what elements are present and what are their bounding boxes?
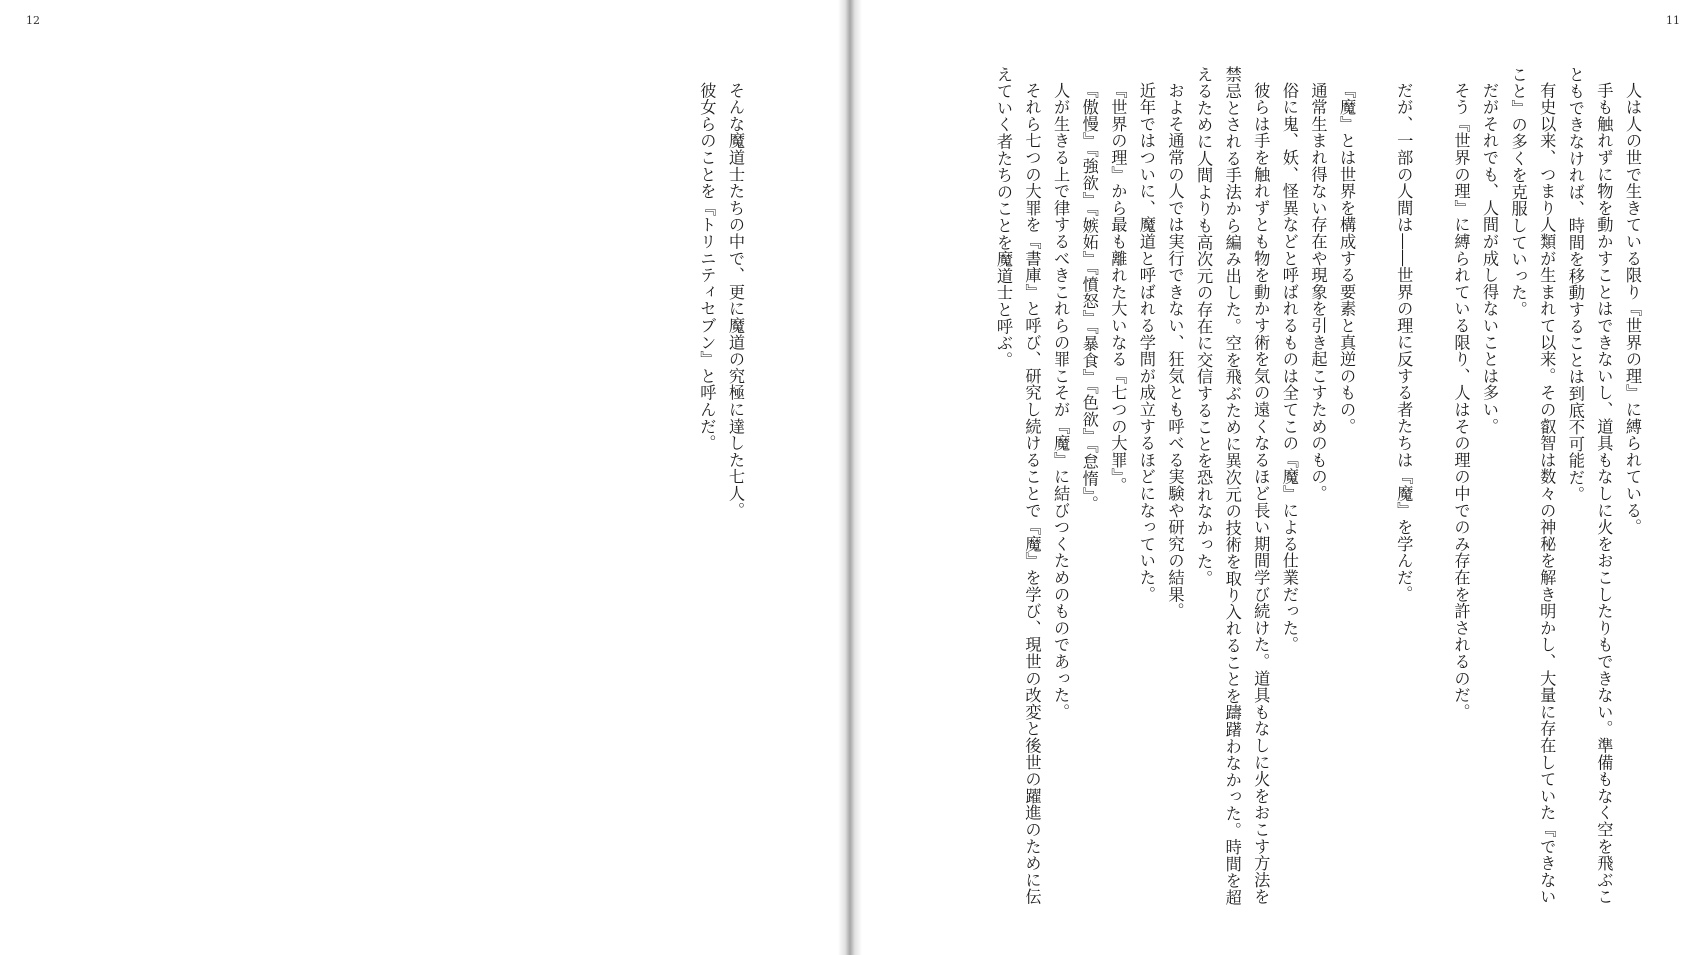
paragraph: 『魔』とは世界を構成する要素と真逆のもの。 [1337, 82, 1357, 435]
paragraph: 彼女らのことを『トリニティセブン』と呼んだ。 [697, 82, 717, 452]
paragraph: 近年ではついに、魔道と呼ばれる学問が成立するほどになっていた。 [1136, 82, 1156, 603]
paragraph: 俗に鬼、妖、怪異などと呼ばれるものは全てこの『魔』による仕業だった。 [1279, 82, 1299, 654]
blank-line [1360, 66, 1389, 67]
left-page-number: 12 [26, 14, 40, 27]
left-page-text [692, 66, 749, 906]
paragraph: 『傲慢』『強欲』『嫉妬』『憤怒』『暴食』『色欲』『怠惰』。 [1079, 82, 1099, 513]
right-page-number: 11 [1666, 14, 1680, 27]
paragraph: だが、一部の人間は――世界の理に反する者たちは『魔』を学んだ。 [1394, 82, 1414, 603]
blank-line [1417, 66, 1446, 67]
paragraph: そう『世界の理』に縛られている限り、人はその理の中でのみ存在を許されるのだ。 [1451, 82, 1471, 721]
paragraph: 『世界の理』から最も離れた大いなる『七つの大罪』。 [1108, 82, 1128, 495]
right-page [855, 0, 1700, 955]
paragraph: 通常生まれ得ない存在や現象を引き起こすためのもの。 [1308, 82, 1328, 503]
book-gutter-shadow [838, 0, 862, 955]
paragraph: そんな魔道士たちの中で、更に魔道の究極に達した七人。 [726, 82, 745, 519]
paragraph: 有史以来、つまり人類が生まれて以来。その叡智は数々の神秘を解き明かし、大量に存在していた『できないこと』の多くを克服していった。 [1508, 66, 1557, 906]
paragraph: だがそれでも、人間が成し得ないことは多い。 [1480, 82, 1500, 435]
paragraph: 人が生きる上で律するべきこれらの罪こそが『魔』に結びつくためのものであった。 [1051, 82, 1071, 721]
paragraph: 彼らは手を触れずとも物を動かす術を気の遠くなるほど長い期間学び続けた。道具もなしに火をおこす方法を禁忌とされる手法から編み出した。空を飛ぶために異次元の技術を取り入れることを躊躇わなかった。時間を超えるために人間よりも高次元の存在に交信することを恐れなかった。 [1194, 66, 1271, 906]
paragraph: 手も触れずに物を動かすことはできないし、道具もなしに火をおこしたりもできない。準備もなく空を飛ぶこともできなければ、時間を移動することは到底不可能だ。 [1565, 66, 1614, 906]
paragraph: およそ通常の人では実行できない、狂気とも呼べる実験や研究の結果。 [1165, 82, 1185, 620]
left-page [0, 0, 845, 955]
paragraph: それら七つの大罪を『書庫』と呼び、研究し続けることで『魔』を学び、現世の改変と後世の躍進のために伝えていく者たちのことを魔道士と呼ぶ。 [993, 66, 1042, 906]
paragraph: 人は人の世で生きている限り『世界の理』に縛られている。 [1623, 82, 1642, 536]
right-page-text [988, 66, 1646, 906]
